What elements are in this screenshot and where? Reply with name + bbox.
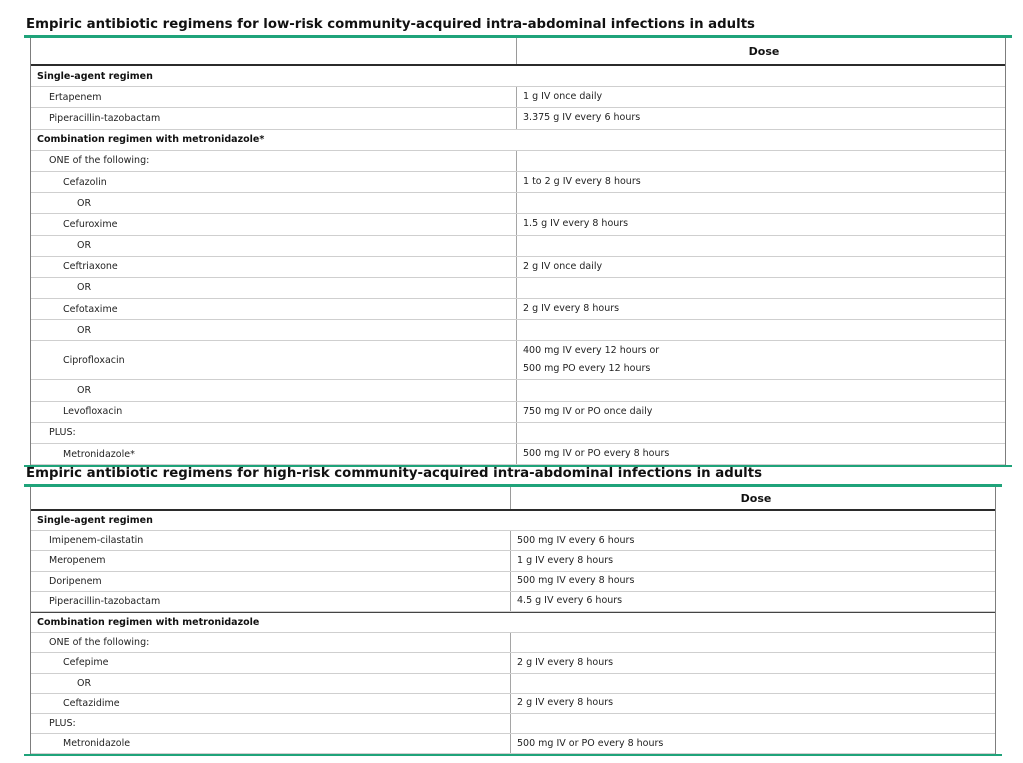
regimen-cell: OR xyxy=(31,674,511,693)
table-title: Empiric antibiotic regimens for low-risk community-acquired intra-abdominal infections in adults xyxy=(26,17,755,32)
dose-cell xyxy=(511,694,995,713)
bottom-rule xyxy=(24,754,1002,756)
text-row xyxy=(31,278,1005,299)
drug-row xyxy=(31,592,995,612)
section-row xyxy=(31,66,1005,87)
dose-line: 1 to 2 g IV every 8 hours xyxy=(523,176,641,188)
drug-row xyxy=(31,299,1005,320)
drug-row xyxy=(31,172,1005,193)
low-risk-regimens-table-block xyxy=(24,15,1012,467)
dose-line: 500 mg IV or PO every 8 hours xyxy=(523,448,670,460)
dose-cell xyxy=(517,402,1005,422)
dose-line: 1 g IV every 8 hours xyxy=(517,554,614,566)
text-row xyxy=(31,674,995,694)
regimen-cell: OR xyxy=(31,236,517,256)
regimen-cell: PLUS: xyxy=(31,423,517,443)
drug-row xyxy=(31,214,1005,235)
regimen-cell: Imipenem-cilastatin xyxy=(31,531,511,550)
dose-cell xyxy=(511,531,995,550)
drug-row xyxy=(31,108,1005,129)
section-label: Single-agent regimen xyxy=(37,70,153,82)
section-row xyxy=(31,612,995,633)
dose-cell xyxy=(517,320,1005,340)
drug-row xyxy=(31,633,995,653)
regimens-table xyxy=(30,487,996,754)
dose-line: 4.5 g IV every 6 hours xyxy=(517,595,623,607)
regimen-cell: Cefazolin xyxy=(31,172,517,192)
text-row xyxy=(31,380,1005,401)
regimen-cell: Cefepime xyxy=(31,653,511,672)
dose-line: 2 g IV every 8 hours xyxy=(517,656,614,668)
table-title: Empiric antibiotic regimens for high-risk community-acquired intra-abdominal infections in adults xyxy=(26,466,763,481)
dose-cell xyxy=(511,633,995,652)
dose-cell xyxy=(511,674,995,693)
header-regimen-cell xyxy=(31,487,511,509)
table-body xyxy=(31,66,1005,465)
dose-cell xyxy=(511,734,995,753)
regimen-cell: Ceftazidime xyxy=(31,694,511,713)
dose-cell xyxy=(517,423,1005,443)
dose-line: 500 mg PO every 12 hours xyxy=(523,363,651,375)
dose-cell xyxy=(517,444,1005,464)
dose-line: 1 g IV once daily xyxy=(523,91,603,103)
dose-cell xyxy=(517,236,1005,256)
drug-row xyxy=(31,551,995,571)
dose-line: 1.5 g IV every 8 hours xyxy=(523,218,629,230)
regimens-table xyxy=(30,38,1006,465)
text-row xyxy=(31,151,1005,172)
dose-line: 2 g IV once daily xyxy=(523,260,603,272)
text-row xyxy=(31,714,995,734)
dose-cell xyxy=(517,108,1005,128)
regimen-cell: PLUS: xyxy=(31,714,511,733)
text-row xyxy=(31,193,1005,214)
dose-cell xyxy=(511,714,995,733)
table-header xyxy=(31,38,1005,66)
dose-line: 500 mg IV or PO every 8 hours xyxy=(517,737,664,749)
dose-cell xyxy=(511,653,995,672)
dose-line: 500 mg IV every 8 hours xyxy=(517,575,635,587)
drug-row xyxy=(31,444,1005,465)
regimen-cell: OR xyxy=(31,278,517,298)
text-row xyxy=(31,423,1005,444)
drug-row xyxy=(31,572,995,592)
regimen-cell: ONE of the following: xyxy=(31,151,517,171)
dose-cell xyxy=(517,299,1005,319)
header-regimen-cell xyxy=(31,38,517,64)
dose-line: 2 g IV every 8 hours xyxy=(523,303,620,315)
text-row xyxy=(31,236,1005,257)
dose-cell xyxy=(517,172,1005,192)
section-row xyxy=(31,511,995,531)
section-row xyxy=(31,130,1005,151)
regimen-cell: Ertapenem xyxy=(31,87,517,107)
dose-line: 400 mg IV every 12 hours or xyxy=(523,345,660,357)
dose-line: 500 mg IV every 6 hours xyxy=(517,534,635,546)
high-risk-regimens-table-block xyxy=(24,464,1002,756)
drug-row xyxy=(31,402,1005,423)
table-body xyxy=(31,511,995,754)
section-label: Combination regimen with metronidazole xyxy=(37,617,260,629)
dose-line: 2 g IV every 8 hours xyxy=(517,697,614,709)
drug-row xyxy=(31,257,1005,278)
header-dose-cell: Dose xyxy=(740,491,772,505)
regimen-cell: OR xyxy=(31,380,517,400)
drug-row xyxy=(31,653,995,673)
dose-cell xyxy=(517,214,1005,234)
regimen-cell: Levofloxacin xyxy=(31,402,517,422)
dose-line: 3.375 g IV every 6 hours xyxy=(523,112,641,124)
drug-row xyxy=(31,694,995,714)
dose-cell xyxy=(517,380,1005,400)
dose-cell xyxy=(511,572,995,591)
dose-cell xyxy=(517,151,1005,171)
drug-row xyxy=(31,531,995,551)
header-dose-cell: Dose xyxy=(748,44,780,58)
regimen-cell: ONE of the following: xyxy=(31,633,511,652)
regimen-cell: Ciprofloxacin xyxy=(31,341,517,379)
dose-cell xyxy=(517,278,1005,298)
drug-row xyxy=(31,341,1005,380)
regimen-cell: OR xyxy=(31,193,517,213)
regimen-cell: Ceftriaxone xyxy=(31,257,517,277)
regimen-cell: OR xyxy=(31,320,517,340)
table-header xyxy=(31,487,995,511)
dose-line: 750 mg IV or PO once daily xyxy=(523,405,653,417)
regimen-cell: Doripenem xyxy=(31,572,511,591)
dose-cell xyxy=(517,341,1005,379)
drug-row xyxy=(31,734,995,754)
regimen-cell: Metronidazole xyxy=(31,734,511,753)
dose-cell xyxy=(517,257,1005,277)
section-label: Single-agent regimen xyxy=(37,515,153,527)
drug-row xyxy=(31,87,1005,108)
regimen-cell: Cefuroxime xyxy=(31,214,517,234)
dose-cell xyxy=(517,87,1005,107)
regimen-cell: Meropenem xyxy=(31,551,511,570)
text-row xyxy=(31,320,1005,341)
regimen-cell: Piperacillin-tazobactam xyxy=(31,592,511,611)
regimen-cell: Cefotaxime xyxy=(31,299,517,319)
regimen-cell: Piperacillin-tazobactam xyxy=(31,108,517,128)
regimen-cell: Metronidazole* xyxy=(31,444,517,464)
section-label: Combination regimen with metronidazole* xyxy=(37,134,265,146)
dose-cell xyxy=(511,551,995,570)
dose-cell xyxy=(511,592,995,611)
dose-cell xyxy=(517,193,1005,213)
